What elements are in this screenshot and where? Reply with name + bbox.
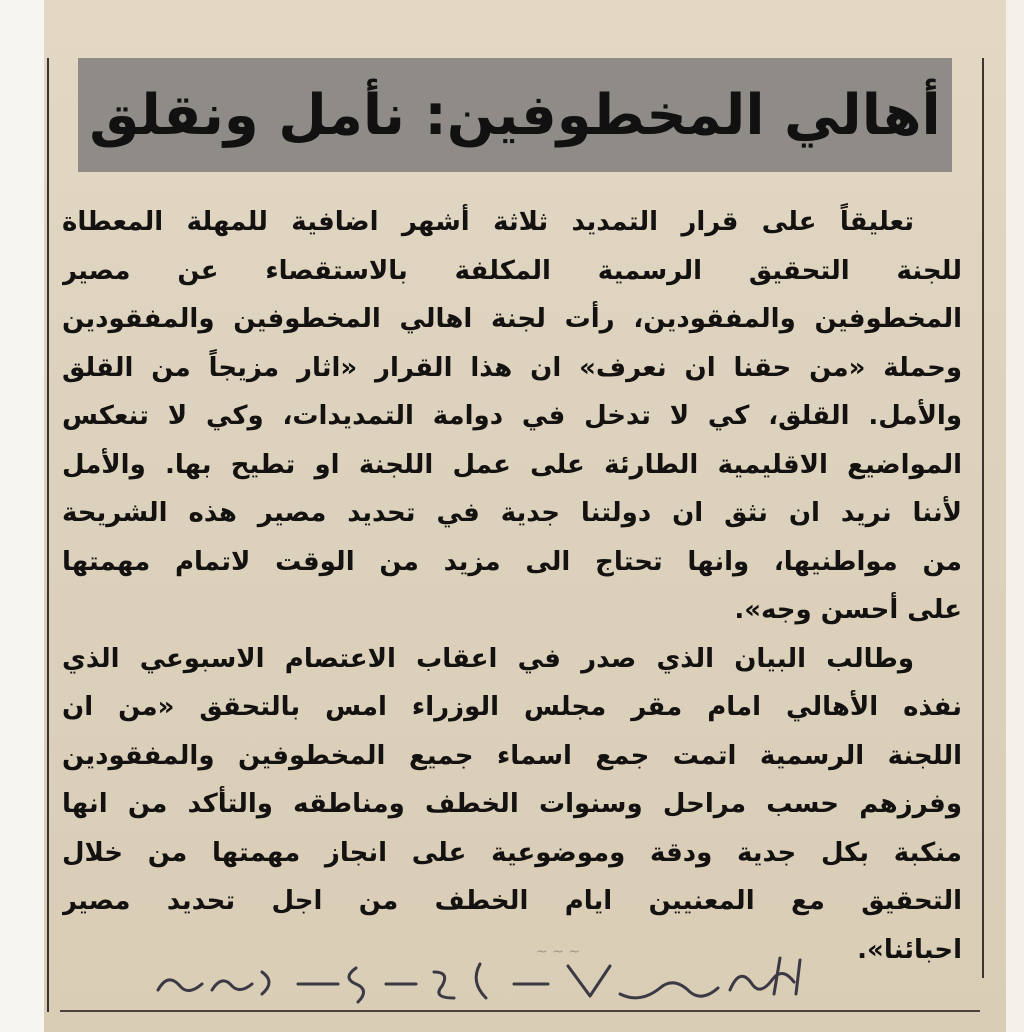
- article-line: والأمل. القلق، كي لا تدخل في دوامة التمديدات، وكي لا تنعكس: [62, 401, 962, 431]
- article-line: للجنة التحقيق الرسمية المكلفة بالاستقصاء عن مصير: [62, 255, 962, 286]
- article-line: وفرزهم حسب مراحل وسنوات الخطف ومناطقه والتأكد من انها: [62, 789, 962, 819]
- article-line: تعليقاً على قرار التمديد ثلاثة أشهر اضافية للمهلة المعطاة: [62, 207, 914, 237]
- scan-margin-left: [0, 0, 44, 1032]
- article-line: التحقيق مع المعنيين ايام الخطف من اجل تحديد مصير: [62, 886, 962, 916]
- article-body: [62, 198, 962, 968]
- article-line: لأننا نريد ان نثق ان دولتنا جدية في تحديد مصير هذه الشريحة: [62, 498, 962, 528]
- headline: أهالي المخطوفين: نأمل ونقلق: [89, 82, 941, 148]
- scan-margin-right: [1006, 0, 1024, 1032]
- article-line: المواضيع الاقليمية الطارئة على عمل اللجنة او تطيح بها. والأمل: [62, 449, 962, 480]
- handwritten-source-date: [150, 950, 840, 1008]
- article-line: وحملة «من حقنا ان نعرف» ان هذا القرار «اثار مزيجاً من القلق: [62, 352, 962, 383]
- article-line: المخطوفين والمفقودين، رأت لجنة اهالي المخطوفين والمفقودين: [62, 304, 962, 334]
- article-line: من مواطنيها، وانها تحتاج الى مزيد من الوقت لاتمام مهمتها: [62, 546, 962, 577]
- headline-band: [78, 58, 952, 172]
- column-rule-right: [982, 58, 984, 978]
- faint-stamp-mark: ~ ~ ~: [535, 944, 580, 960]
- column-rule-left: [47, 58, 49, 1012]
- article-line: احبائنا».: [857, 934, 962, 965]
- bottom-rule: [60, 1010, 980, 1012]
- article-line: منكبة بكل جدية ودقة وموضوعية على انجاز مهمتها من خلال: [62, 837, 962, 868]
- article-line: اللجنة الرسمية اتمت جمع اسماء جميع المخطوفين والمفقودين: [62, 740, 962, 771]
- article-line: وطالب البيان الذي صدر في اعقاب الاعتصام الاسبوعي الذي: [62, 643, 914, 674]
- article-line: نفذه الأهالي امام مقر مجلس الوزراء امس بالتحقق «من ان: [62, 692, 962, 722]
- article-line: على أحسن وجه».: [734, 595, 962, 625]
